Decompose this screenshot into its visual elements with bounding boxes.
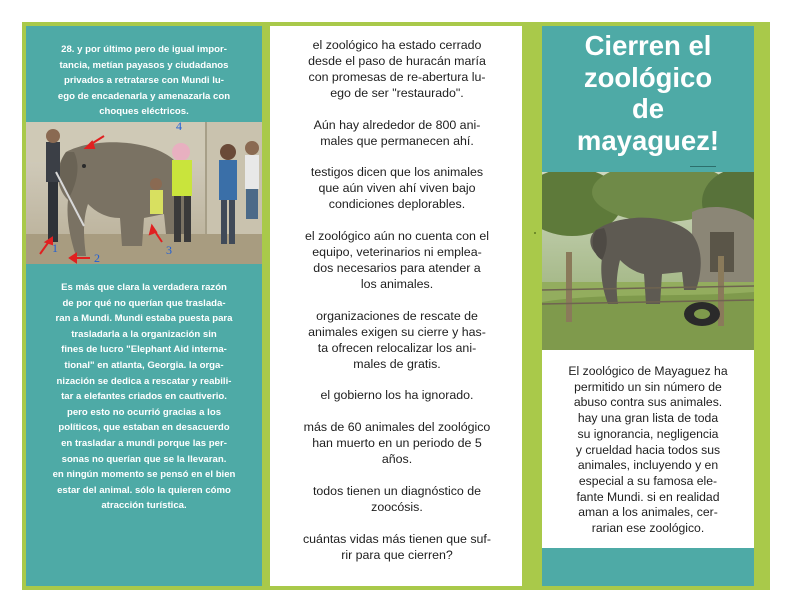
text-line: en ningún momento se pensó en el bien: [52, 469, 236, 481]
text-line: especial a su famosa ele-: [578, 473, 718, 488]
photo-elephant-enclosure-image: [542, 172, 754, 350]
text-line: y crueldad hacia todos sus: [575, 442, 721, 457]
title-line: mayaguez!: [576, 124, 720, 156]
text-line: atracción turística.: [101, 500, 187, 512]
text-line: rir para que cierren?: [341, 547, 453, 562]
text-line: testigos dicen que los animales: [310, 165, 484, 180]
right-panel: [542, 26, 754, 586]
text-line: estar del animal. sólo la quieren cómo: [57, 484, 231, 496]
photo-mundi-with-clown: [26, 122, 262, 264]
text-line: nización se dedica a rescatar y reabili-: [56, 375, 232, 387]
paragraph-no-staff: [294, 229, 500, 293]
left-panel: [26, 26, 262, 586]
text-line: Es más que clara la verdadera razón: [61, 282, 227, 293]
middle-text: [294, 38, 500, 580]
photo-mundi-with-clown-image: [26, 122, 262, 264]
text-line: cuántas vidas más tienen que suf-: [302, 531, 492, 546]
paragraph-how-many-lives: [294, 532, 500, 564]
paragraph-zoochosis: [294, 484, 500, 516]
text-line: ego de encadenarla y amenazarla con: [57, 90, 231, 102]
text-line: animales, incluyendo y en: [577, 458, 719, 473]
marker-3: 3: [166, 243, 172, 257]
text-line: en trasladar a mundi porque las per-: [61, 437, 227, 449]
text-line: el zoológico aún no cuenta con el: [305, 229, 489, 244]
text-line: hay una gran lista de toda: [577, 411, 719, 426]
text-line: políticos, que estaban en desacuerdo: [58, 422, 230, 434]
text-line: fante Mundi. si en realidad: [576, 489, 720, 504]
title-line: Cierren el: [584, 30, 712, 61]
text-line: fines de lucro "Elephant Aid interna-: [61, 344, 227, 356]
text-line: el zoológico ha estado cerrado: [312, 38, 482, 52]
text-line: animales exigen su cierre y has-: [308, 324, 486, 339]
text-line: Aún hay alrededor de 800 ani-: [313, 117, 481, 132]
text-line: El zoológico de Mayaguez ha: [568, 364, 728, 378]
text-line: los animales.: [360, 276, 434, 291]
text-line: desde el paso de huracán maría: [308, 53, 486, 68]
text-line: males de gratis.: [353, 356, 441, 371]
text-line: tar a elefantes criados en cautiverio.: [61, 391, 227, 403]
text-line: tancia, metían payasos y ciudadanos: [59, 59, 229, 71]
paragraph-rescue-orgs: [294, 309, 500, 373]
text-line: el gobierno los ha ignorado.: [320, 388, 474, 403]
text-line: rarian ese zoológico.: [591, 521, 705, 536]
text-line: pero esto no ocurrió gracias a los: [66, 406, 222, 418]
text-line: dos necesarios para atender a: [313, 260, 481, 275]
text-line: males que permanecen ahí.: [320, 133, 474, 148]
text-line: de por qué no querían que traslada-: [62, 297, 226, 309]
title-divider: [690, 166, 716, 167]
marker-1: 1: [52, 241, 58, 255]
text-line: sonas no querían que se la llevaran.: [61, 453, 227, 465]
title-line: de: [631, 93, 665, 124]
left-paragraph-1: [36, 42, 252, 120]
text-line: han muerto en un periodo de 5: [312, 436, 482, 451]
text-line: organizaciones de rescate de: [316, 308, 478, 323]
photo-elephant-enclosure: [542, 172, 754, 350]
middle-panel: [270, 26, 522, 586]
text-line: permitido un sin número de: [574, 379, 722, 394]
text-line: ego de ser "restaurado".: [330, 85, 464, 100]
paragraph-witnesses: [294, 165, 500, 213]
text-line: su ignorancia, negligencia: [577, 426, 719, 441]
text-line: tional" en atlanta, Georgia. la orga-: [64, 359, 224, 371]
text-line: zoocósis.: [371, 499, 423, 514]
text-line: más de 60 animales del zoológico: [303, 420, 491, 435]
paragraph-zoo-closed: [294, 38, 500, 102]
text-line: con promesas de re-abertura lu-: [308, 69, 486, 84]
brochure: [22, 22, 770, 590]
text-line: equipo, veterinarios ni emplea-: [312, 245, 482, 260]
divider-mark: [534, 232, 536, 234]
text-line: ran a Mundi. Mundi estaba puesta para: [55, 313, 233, 325]
text-line: abuso contra sus animales.: [573, 395, 723, 410]
right-body-text: [556, 364, 740, 537]
right-text-box: [542, 350, 754, 548]
text-line: aman a los animales, cer-: [578, 505, 718, 520]
text-line: privados a retratarse con Mundi lu-: [64, 75, 224, 87]
text-line: ta ofrecen relocalizar los ani-: [317, 340, 477, 355]
marker-2: 2: [94, 251, 100, 264]
text-line: condiciones deplorables.: [328, 197, 466, 212]
paragraph-800-animals: [294, 118, 500, 150]
paragraph-government-ignored: [294, 388, 500, 404]
marker-4: 4: [176, 122, 182, 133]
text-line: años.: [381, 452, 413, 467]
text-line: 28. y por último pero de igual impor-: [61, 44, 227, 55]
text-line: trasladarla a la organización sin: [71, 328, 217, 340]
text-line: que aún viven ahí viven bajo: [318, 181, 476, 196]
title-line: zoológico: [583, 61, 713, 93]
text-line: choques eléctricos.: [99, 106, 189, 118]
text-line: todos tienen un diagnóstico de: [312, 484, 482, 499]
paragraph-60-dead: [294, 420, 500, 468]
left-paragraph-2: [36, 280, 252, 514]
brochure-title: [542, 30, 754, 156]
